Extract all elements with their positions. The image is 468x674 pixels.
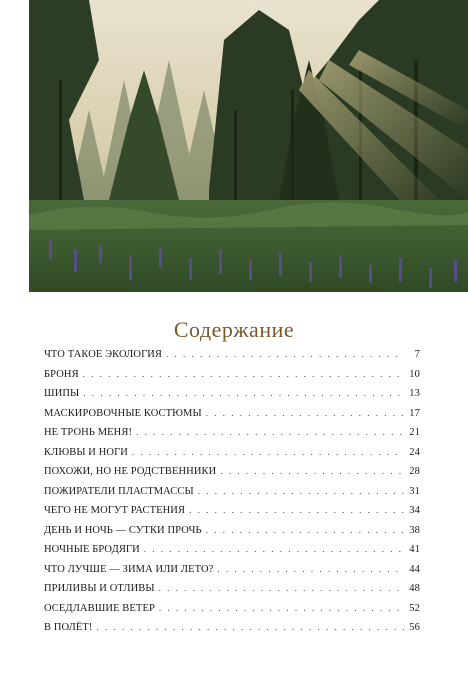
toc-leader-dots bbox=[144, 544, 404, 554]
toc-leader-dots bbox=[198, 486, 404, 496]
toc-entry[interactable] bbox=[44, 447, 420, 467]
toc-entry-title: ЧТО ЛУЧШЕ — ЗИМА ИЛИ ЛЕТО? bbox=[44, 563, 214, 575]
toc-entry[interactable] bbox=[44, 466, 420, 486]
toc-entry[interactable] bbox=[44, 505, 420, 525]
toc-entry-page: 13 bbox=[409, 388, 420, 399]
toc-leader-dots bbox=[97, 622, 404, 632]
toc-entry-page: 24 bbox=[409, 446, 420, 458]
toc-entry[interactable] bbox=[44, 408, 420, 428]
toc-entry-title: КЛЮВЫ И НОГИ bbox=[44, 446, 128, 458]
forest-photo bbox=[29, 0, 468, 292]
toc-entry[interactable] bbox=[44, 564, 420, 584]
toc-entry-page: 48 bbox=[409, 583, 420, 594]
toc-entry-title: БРОНЯ bbox=[44, 368, 79, 380]
toc-entry[interactable] bbox=[44, 603, 420, 623]
toc-entry-title: ПРИЛИВЫ И ОТЛИВЫ bbox=[44, 583, 155, 594]
toc-entry-title: НОЧНЫЕ БРОДЯГИ bbox=[44, 544, 140, 555]
toc-leader-dots bbox=[159, 603, 404, 613]
toc-entry-page: 56 bbox=[409, 622, 420, 633]
toc-entry[interactable] bbox=[44, 427, 420, 447]
toc-entry-page: 34 bbox=[409, 505, 420, 516]
toc-entry-page: 38 bbox=[409, 524, 420, 536]
toc-leader-dots bbox=[166, 349, 404, 359]
toc-leader-dots bbox=[132, 447, 404, 457]
toc-leader-dots bbox=[189, 505, 404, 515]
page-title: Содержание bbox=[173, 317, 295, 342]
toc-entry-title: МАСКИРОВОЧНЫЕ КОСТЮМЫ bbox=[44, 407, 202, 419]
toc-entry-page: 41 bbox=[409, 544, 420, 555]
toc-entry[interactable] bbox=[44, 583, 420, 603]
toc-entry[interactable] bbox=[44, 525, 420, 545]
toc-leader-dots bbox=[206, 525, 404, 535]
toc-entry-title: ОСЕДЛАВШИЕ ВЕТЕР bbox=[44, 602, 155, 614]
toc-leader-dots bbox=[217, 564, 404, 574]
toc-leader-dots bbox=[159, 583, 404, 593]
toc-entry-page: 44 bbox=[409, 563, 420, 575]
toc-entry[interactable] bbox=[44, 544, 420, 564]
toc-entry[interactable] bbox=[44, 349, 420, 369]
table-of-contents bbox=[44, 349, 420, 642]
toc-entry[interactable] bbox=[44, 369, 420, 389]
toc-entry-page: 7 bbox=[414, 349, 420, 360]
toc-entry[interactable] bbox=[44, 622, 420, 642]
toc-entry-title: ШИПЫ bbox=[44, 388, 80, 399]
toc-entry-page: 28 bbox=[409, 466, 420, 477]
toc-leader-dots bbox=[220, 466, 404, 476]
toc-entry-title: В ПОЛЁТ! bbox=[44, 622, 93, 633]
toc-entry-title: НЕ ТРОНЬ МЕНЯ! bbox=[44, 427, 133, 438]
toc-entry-page: 52 bbox=[409, 602, 420, 614]
toc-entry-title: ДЕНЬ И НОЧЬ — СУТКИ ПРОЧЬ bbox=[44, 524, 202, 536]
toc-entry[interactable] bbox=[44, 486, 420, 506]
toc-entry-page: 10 bbox=[409, 368, 420, 380]
toc-leader-dots bbox=[206, 408, 404, 418]
toc-entry-page: 17 bbox=[409, 407, 420, 419]
toc-entry-title: ПОЖИРАТЕЛИ ПЛАСТМАССЫ bbox=[44, 485, 194, 497]
toc-entry-title: ПОХОЖИ, НО НЕ РОДСТВЕННИКИ bbox=[44, 466, 217, 477]
toc-entry-title: ЧТО ТАКОЕ ЭКОЛОГИЯ bbox=[44, 349, 163, 360]
toc-leader-dots bbox=[136, 427, 404, 437]
toc-leader-dots bbox=[83, 369, 404, 379]
toc-entry-title: ЧЕГО НЕ МОГУТ РАСТЕНИЯ bbox=[44, 505, 186, 516]
toc-entry-page: 31 bbox=[409, 485, 420, 497]
toc-entry-page: 21 bbox=[409, 427, 420, 438]
toc-entry[interactable] bbox=[44, 388, 420, 408]
toc-leader-dots bbox=[83, 388, 404, 398]
